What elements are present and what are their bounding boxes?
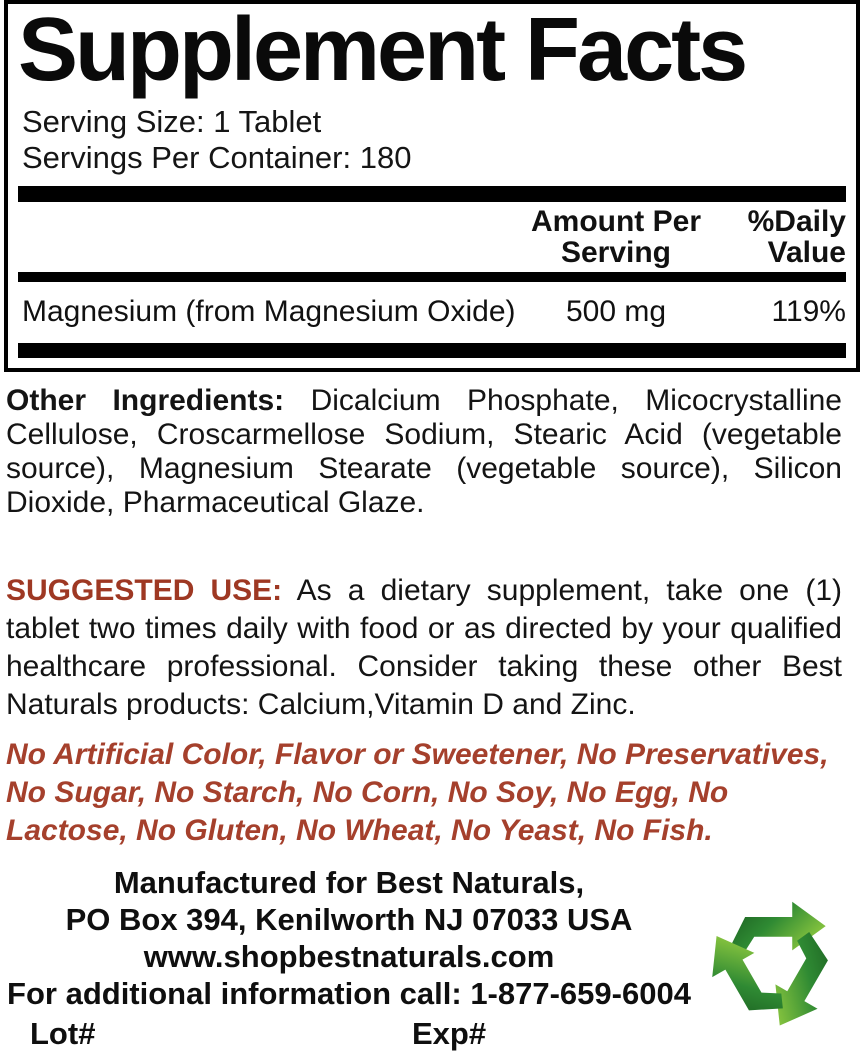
- website-line: www.shopbestnaturals.com: [143, 939, 555, 974]
- suggested-use-paragraph: [6, 572, 842, 724]
- header-daily-value: %Daily Value: [747, 205, 846, 269]
- nutrient-amount: 500 mg: [565, 295, 667, 328]
- nutrient-name: Magnesium (from Magnesium Oxide): [22, 295, 516, 328]
- divider-bar-top: [18, 186, 846, 202]
- footer: [0, 864, 864, 1057]
- other-ingredients-label: Other Ingredients:: [6, 384, 285, 417]
- panel-title: Supplement Facts: [18, 0, 746, 100]
- address-line: PO Box 394, Kenilworth NJ 07033 USA: [65, 902, 633, 937]
- servings-per-container: Servings Per Container: 180: [22, 140, 412, 175]
- other-ingredients-paragraph: [6, 384, 842, 520]
- divider-bar-header: [18, 272, 846, 282]
- serving-info: [22, 104, 842, 176]
- supplement-facts-panel: [4, 0, 860, 372]
- exp-label: Exp#: [412, 1016, 487, 1051]
- suggested-use-label: SUGGESTED USE:: [6, 574, 283, 607]
- manufacturer-line: Manufactured for Best Naturals,: [113, 865, 585, 900]
- phone-line: For additional information call: 1-877-659-6004: [7, 976, 691, 1011]
- serving-size: Serving Size: 1 Tablet: [22, 104, 322, 139]
- divider-bar-bottom: [18, 343, 846, 358]
- table-row: [8, 282, 856, 343]
- recycle-icon: [698, 864, 864, 1039]
- suggested-use-text: As a dietary supplement, take one (1) tablet two times daily with food or as directed by your qualified healthcare professional. Consider taking these other Best Naturals products: Calcium,Vitamin D and Zinc.: [6, 574, 842, 721]
- lot-label: Lot#: [30, 1016, 96, 1051]
- header-amount-per-serving: Amount Per Serving: [530, 205, 701, 269]
- claims-paragraph: No Artificial Color, Flavor or Sweetener, No Preservatives, No Sugar, No Starch, No Corn, No Soy, No Egg, No Lactose, No Gluten, No Wheat, No Yeast, No Fish.: [6, 738, 829, 847]
- nutrient-daily-value: 119%: [771, 295, 846, 328]
- lot-exp-row: [0, 1015, 698, 1057]
- other-ingredients-text: Dicalcium Phosphate, Micocrystalline Cellulose, Croscarmellose Sodium, Stearic Acid (vegetable source), Magnesium Stearate (vegetable source), Silicon Dioxide, Pharmaceutical Glaze.: [6, 384, 842, 519]
- manufacturer-block: [0, 864, 698, 1057]
- table-header-row: [8, 202, 856, 272]
